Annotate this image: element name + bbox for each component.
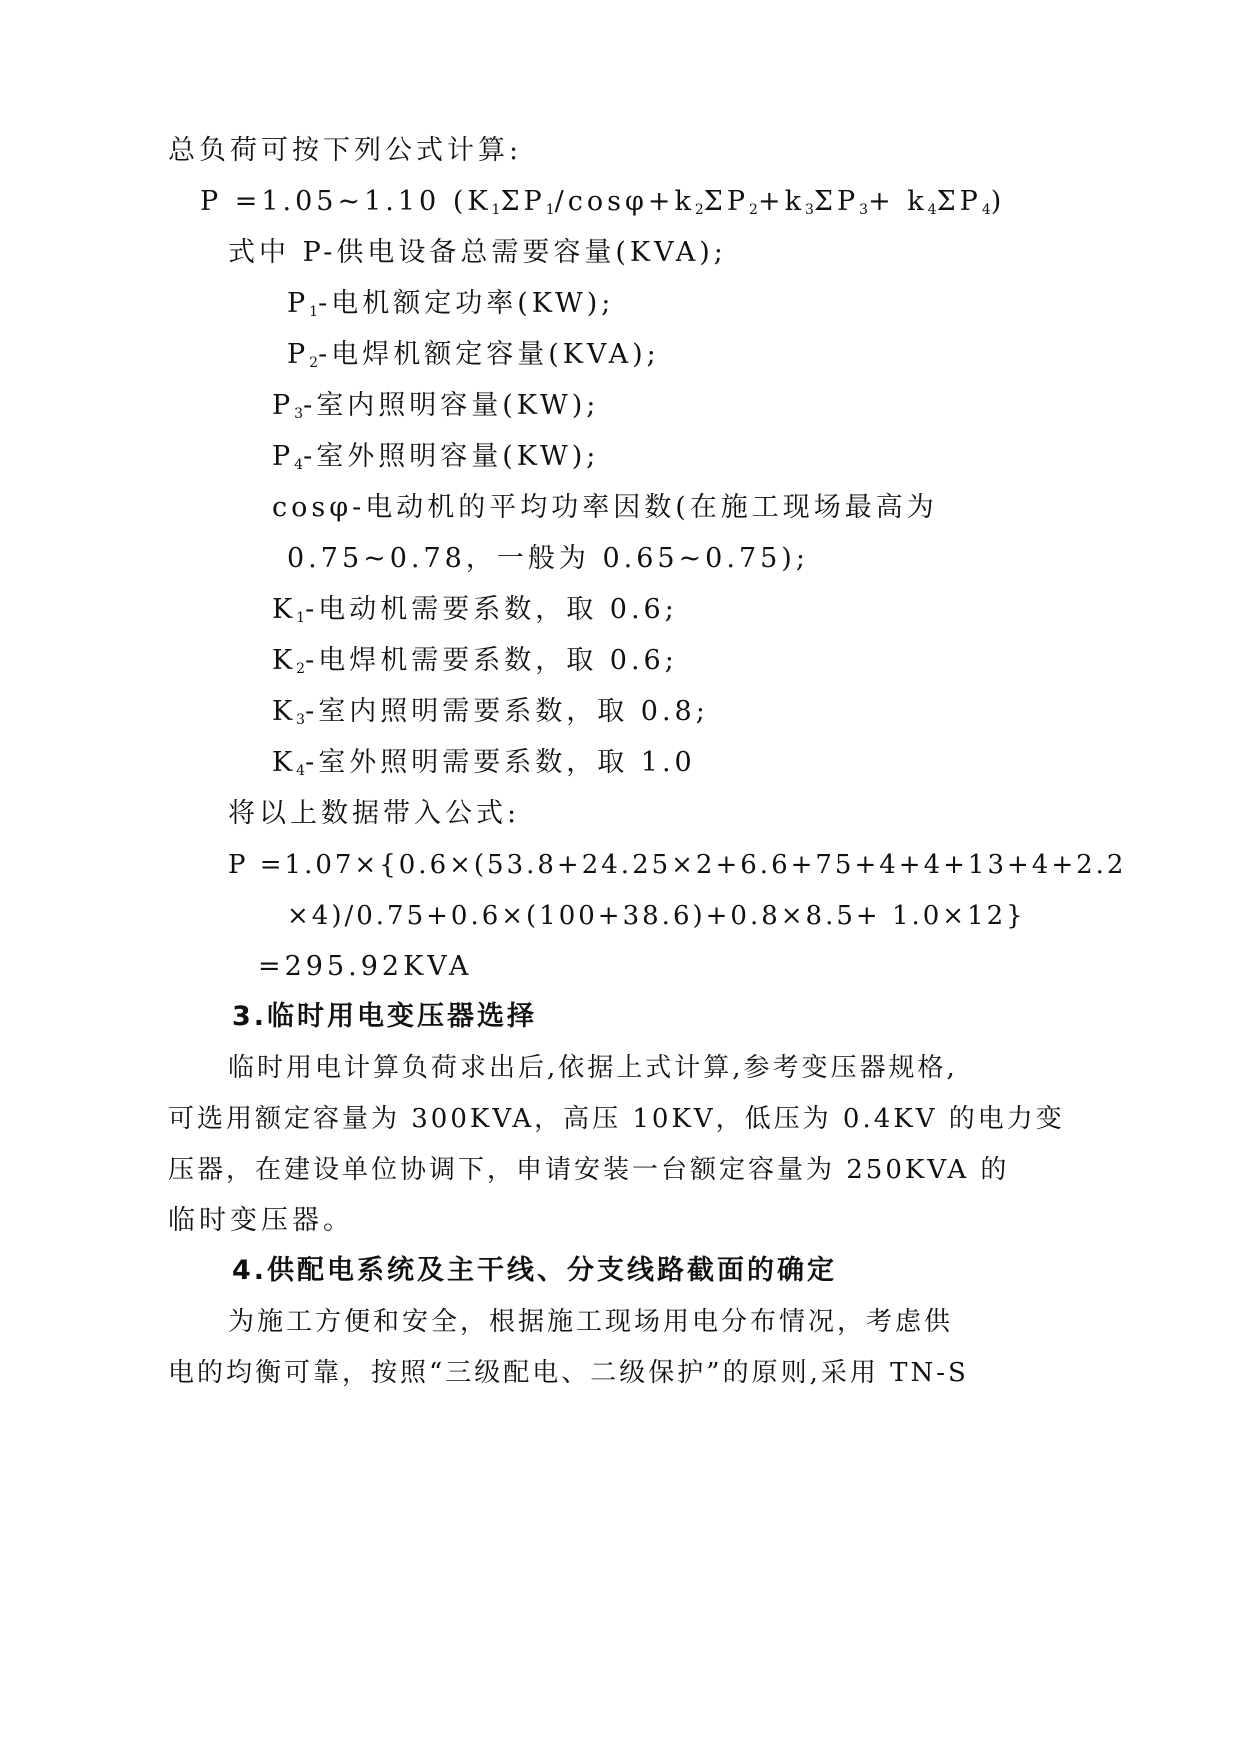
para3-line-1: 临时用电计算负荷求出后,依据上式计算,参考变压器规格, — [228, 1053, 958, 1083]
def-p3: $P_3-$室内照明容量(KW); — [272, 390, 600, 422]
substitute-text: 将以上数据带入公式: — [228, 798, 521, 829]
def-p4: $P_4-$室外照明容量(KW); — [272, 441, 600, 473]
calc-line-2: ×4)/0.75+0.6×(100+38.6)+0.8×8.5+ 1.0×12} — [287, 901, 1026, 931]
section-heading-3: 3.临时用电变压器选择 — [232, 1001, 538, 1032]
para4-line-1: 为施工方便和安全，根据施工现场用电分布情况，考虑供 — [228, 1307, 954, 1337]
para3-line-3: 压器，在建设单位协调下，申请安装一台额定容量为 250KVA 的 — [168, 1155, 1010, 1185]
def-p2: $P_2-$电焊机额定容量(KVA); — [287, 339, 660, 371]
cos-def-line-1: cosφ-电动机的平均功率因数(在施工现场最高为 — [272, 492, 938, 523]
intro-text: 总负荷可按下列公式计算: — [168, 135, 523, 166]
para4-line-2: 电的均衡可靠，按照“三级配电、二级保护”的原则,采用 TN-S — [168, 1358, 969, 1388]
def-k3: $K_3-$室内照明需要系数，取 0.8; — [272, 696, 709, 728]
calc-line-1: P =1.07×{0.6×(53.8+24.25×2+6.6+75+4+4+13+4+2.2 — [228, 850, 1127, 880]
def-k4: $K_4-$室外照明需要系数，取 1.0 — [272, 747, 696, 779]
section-heading-4: 4.供配电系统及主干线、分支线路截面的确定 — [232, 1255, 838, 1286]
para3-line-4: 临时变压器。 — [168, 1205, 354, 1236]
where-text: 式中 P-供电设备总需要容量(KVA); — [228, 237, 727, 268]
def-k2: $K_2-$电焊机需要系数，取 0.6; — [272, 645, 678, 677]
calc-result: =295.92KVA — [258, 951, 473, 982]
cos-def-line-2: 0.75~0.78，一般为 0.65~0.75); — [287, 543, 809, 574]
para3-line-2: 可选用额定容量为 300KVA，高压 10KV，低压为 0.4KV 的电力变 — [168, 1104, 1065, 1134]
formula-line: P =1.05~1.10 $(K_1\Sigma P_1/\cos\varphi+k_2\Sigma P_2+k_3\Sigma P_3+ k_4\Sigma P_4)$ — [200, 186, 1006, 218]
def-p1: $P_1-$电机额定功率(KW); — [287, 288, 615, 320]
def-k1: $K_1-$电动机需要系数，取 0.6; — [272, 594, 678, 626]
